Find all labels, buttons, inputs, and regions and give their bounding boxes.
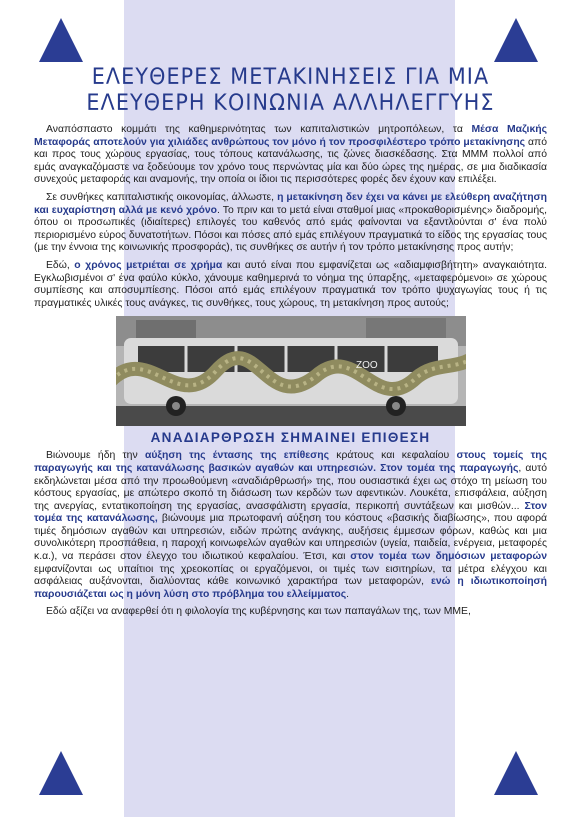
paragraph-3 [34, 260, 547, 310]
text-span: Σε συνθήκες καπιταλιστικής οικονομίας, άλλωστε, [46, 191, 278, 203]
text-span: και αυτό είναι που εμφανίζεται ως «αδιαμφισβήτητη» αναγκαιότητα. Εγκλωβισμένοι σ' ένα φαύλο κύκλο, χάνουμε καθημερινά το νόημα της ύπαρξης, «μεταφερόμενοι» σε χώρους συμπίεσης και αποσυμπίεσης. Πόσοι από εμάς επιλέγουν πραγματικά τον τρόπο ψυχαγωγίας τους ή τις πραγματικές υλικές τους ανάγκες, τις συνθήκες, τους χώρους, τη μετακίνηση προς αυτούς; [34, 259, 547, 309]
page-title [55, 64, 527, 116]
highlight-text: Μέσα Μαζικής Μεταφοράς αποτελούν για χιλιάδες ανθρώπους τον μόνο ή τον προσφιλέστερο τρόπο μετακίνησης [34, 124, 547, 148]
paragraph-2 [34, 192, 547, 255]
text-span: Αναπόσπαστο κομμάτι της καθημερινότητας των καπιταλιστικών μητροπόλεων, τα [46, 124, 472, 135]
text-span: . [346, 588, 350, 600]
highlight-text: αύξηση της έντασης της επίθεσης [144, 450, 329, 462]
article [34, 64, 547, 624]
text-span: . Το πριν και το μετά είναι σταθμοί μιας «προκαθορισμένης» διαδρομής, όπου οι προσωπικές (ιδιαίτερες) επιλογές του καθενός από εμάς φαίνονται να εξαντλούνται σ' ένα πολύ περιορισμένο εύρος δυνατοτήτων. Πόσοι και πόσες από εμάς επιλέγουν πραγματικά το είδος της εργασίας τους (με την έννοια της κοινωνικής προσφοράς), τις συνθήκες σε αυτήν ή τον τρόπο μετακίνησης προς αυτήν; [34, 204, 547, 254]
paragraph-1 [34, 124, 547, 187]
text-span: από και προς τους χώρους εργασίας, τους τόπους κατανάλωσης, τις ζώνες διασκέδασης. Στα ΜΜΜ πολλοί από εμάς αναγκαζόμαστε να ξοδεύουμε τον χρόνο τους περνώντας μία και δύο ώρες της ημέρας, σε μια διαδικασία συνεχούς μεταφοράς και αναμονής, την οποία οι ίδιοι τις περισσότερες φορές δεν έχουν καν επιλέξει. [34, 136, 547, 186]
text-span: κράτους και κεφαλαίου [329, 450, 457, 462]
highlight-text: στους τομείς της παραγωγής και της κατανάλωσης βασικών αγαθών και υπηρεσιών. Στον τομέα της παραγωγής [34, 450, 547, 474]
highlight-text: Στον τομέα της κατανάλωσης, [34, 500, 547, 525]
triangle-icon [494, 18, 538, 62]
title-line-2: ΕΛΕΥΘΕΡΗ ΚΟΙΝΩΝΙΑ ΑΛΛΗΛΕΓΓΥΗΣ [86, 90, 495, 116]
bus-label: ZOO [355, 360, 378, 372]
text-span: βιώνουμε μια πρωτοφανή αύξηση του κόστους «βασικής διαβίωσης», που αφορά τιμές δημόσιων αγαθών και υπηρεσιών, ειδών πρώτης ανάγκης, αυξήσεις έμμεσων φόρων, καθώς και μια συνολικότερη προσπάθεια, η παροχή κοινωφελών αγαθών και υπηρεσιών (υγεία, παιδεία, ενέργεια, μεταφορές κ.α.), να περάσει στον έλεγχο του ιδιωτικού κεφαλαίου. Έτσι, και [34, 513, 547, 563]
highlight-text: η μετακίνηση δεν έχει να κάνει με ελεύθερη αναζήτηση και ευχαρίστηση αλλά με κενό χρόνο [34, 191, 547, 216]
bus-photo [116, 316, 466, 426]
title-line-1: ΕΛΕΥΘΕΡΕΣ ΜΕΤΑΚΙΝΗΣΕΙΣ ΓΙΑ ΜΙΑ [91, 64, 490, 90]
highlight-text: ενώ η ιδιωτικοποίησή παρουσιάζεται ως η μόνη λύση στο πρόβλημα του ελλείμματος [34, 576, 548, 600]
triangle-icon [39, 18, 83, 62]
text-span: εμφανίζονται ως υπαίτιοι της χρεοκοπίας οι εργαζόμενοι, οι τιμές των εισιτηρίων, τα μέτρα ελέγχου και ασφάλειας αυξάνονται, διαλύοντας κάθε κοινωνικό χαρακτήρα των μεταφορών, [34, 563, 547, 588]
highlight-text: ο χρόνος μετριέται σε χρήμα [74, 259, 223, 271]
paragraph-5: Εδώ αξίζει να αναφερθεί ότι η φιλολογία της κυβέρνησης και των παπαγάλων της, των ΜΜΕ, [46, 606, 471, 618]
triangle-icon [39, 751, 83, 795]
text-span: Βιώνουμε ήδη την [46, 450, 145, 462]
highlight-text: στον τομέα των δημόσιων μεταφορών [350, 551, 547, 563]
section-heading: ΑΝΑΔΙΑΡΘΡΩΣΗ ΣΗΜΑΙΝΕΙ ΕΠΙΘΕΣΗ [150, 430, 431, 446]
paragraph-4 [34, 450, 547, 601]
text-span: , αυτό εκδηλώνεται μέσα από την προωθούμενη «αναδιάρθρωσή» της, που ουσιαστικά έχει ως στόχο τη μείωση του κόστους εργασίας, με απώτερο σκοπό τη διάσωση των κερδών των αφεντικών. Λουκέτα, επισφάλεια, αύξηση της ανεργίας, εντατικοποίηση της εργασίας, ανασφάλιστη εργασία, περικοπή συντάξεων και μισθών... [34, 462, 547, 512]
triangle-icon [494, 751, 538, 795]
text-span: Εδώ, [46, 259, 75, 271]
